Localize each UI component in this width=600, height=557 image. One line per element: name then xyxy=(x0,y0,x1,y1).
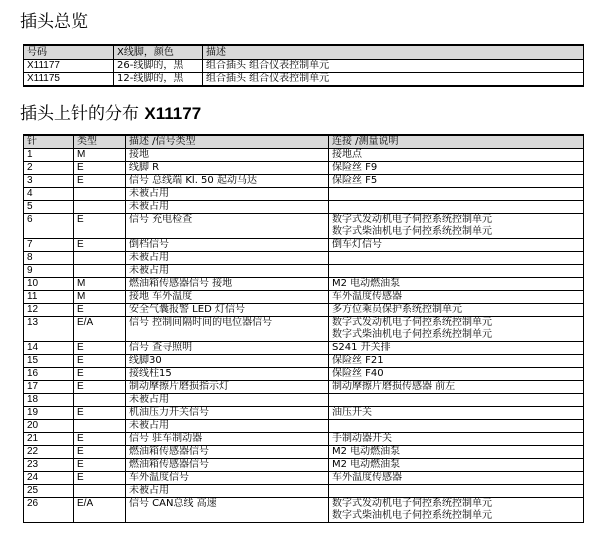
overview-table xyxy=(23,44,584,87)
pin-row xyxy=(24,459,584,472)
pin-cell-description: 机油压力开关信号 xyxy=(126,407,329,420)
pin-cell-number: 24 xyxy=(24,472,74,485)
pin-title-text: 插头上针的分布 xyxy=(20,104,139,124)
pin-row xyxy=(24,175,584,188)
pin-cell-type xyxy=(74,201,126,214)
overview-cell-number: X11175 xyxy=(24,73,114,87)
pin-cell-type xyxy=(74,394,126,407)
pin-cell-number: 10 xyxy=(24,278,74,291)
pin-cell-connection xyxy=(329,265,584,278)
pin-cell-type: E xyxy=(74,433,126,446)
pin-cell-type: M xyxy=(74,291,126,304)
pin-cell-connection: 手制动器开关 xyxy=(329,433,584,446)
pin-cell-number: 14 xyxy=(24,342,74,355)
pin-cell-type: E xyxy=(74,407,126,420)
pin-cell-number: 19 xyxy=(24,407,74,420)
pin-cell-connection xyxy=(329,252,584,265)
pin-header-pin: 针 xyxy=(24,135,74,149)
pin-cell-connection: 保险丝 F5 xyxy=(329,175,584,188)
overview-row xyxy=(24,60,584,73)
pin-row xyxy=(24,381,584,394)
pin-cell-type: M xyxy=(74,278,126,291)
pin-cell-type: E xyxy=(74,446,126,459)
pin-cell-description: 信号 充电检查 xyxy=(126,214,329,239)
pin-cell-description: 接线柱15 xyxy=(126,368,329,381)
pin-row xyxy=(24,394,584,407)
pin-row xyxy=(24,498,584,523)
overview-header-pins: X线脚，颜色 xyxy=(114,45,203,60)
overview-cell-description: 组合插头 组合仪表控制单元 xyxy=(203,60,584,73)
pin-cell-description: 安全气囊报警 LED 灯信号 xyxy=(126,304,329,317)
pin-cell-description: 未被占用 xyxy=(126,188,329,201)
pin-cell-connection: 数字式发动机电子伺控系统控制单元 数字式柴油机电子伺控系统控制单元 xyxy=(329,214,584,239)
pin-distribution-title xyxy=(20,104,201,124)
pin-row xyxy=(24,317,584,342)
pin-row xyxy=(24,278,584,291)
pin-cell-connection: M2 电动燃油泵 xyxy=(329,446,584,459)
pin-cell-description: 接地 xyxy=(126,149,329,162)
pin-cell-description: 线脚 R xyxy=(126,162,329,175)
pin-cell-type: M xyxy=(74,149,126,162)
pin-cell-connection xyxy=(329,188,584,201)
pin-cell-description: 未被占用 xyxy=(126,485,329,498)
overview-cell-pins: 26-线脚的，黑 xyxy=(114,60,203,73)
pin-row xyxy=(24,420,584,433)
overview-cell-pins: 12-线脚的，黑 xyxy=(114,73,203,87)
pin-cell-type: E xyxy=(74,355,126,368)
pin-cell-description: 信号 控制间隔时间的电位器信号 xyxy=(126,317,329,342)
pin-cell-type: E xyxy=(74,175,126,188)
pin-row xyxy=(24,407,584,420)
pin-cell-description: 燃油箱传感器信号 接地 xyxy=(126,278,329,291)
pin-cell-description: 信号 CAN总线 高速 xyxy=(126,498,329,523)
pin-cell-connection: 油压开关 xyxy=(329,407,584,420)
pin-cell-type: E xyxy=(74,459,126,472)
pin-row xyxy=(24,433,584,446)
pin-cell-connection: 接地点 xyxy=(329,149,584,162)
pin-cell-description: 燃油箱传感器信号 xyxy=(126,446,329,459)
pin-cell-type xyxy=(74,485,126,498)
pin-cell-number: 13 xyxy=(24,317,74,342)
pin-cell-connection: 制动摩擦片磨损传感器 前左 xyxy=(329,381,584,394)
pin-cell-number: 9 xyxy=(24,265,74,278)
pin-cell-description: 信号 总线端 Kl. 50 起动马达 xyxy=(126,175,329,188)
pin-cell-number: 6 xyxy=(24,214,74,239)
pin-row xyxy=(24,304,584,317)
pin-row xyxy=(24,368,584,381)
pin-cell-type: E xyxy=(74,381,126,394)
overview-header-row xyxy=(24,45,584,60)
pin-cell-number: 12 xyxy=(24,304,74,317)
pin-cell-type xyxy=(74,188,126,201)
pin-table xyxy=(23,134,584,523)
pin-row xyxy=(24,446,584,459)
pin-cell-number: 16 xyxy=(24,368,74,381)
pin-cell-description: 未被占用 xyxy=(126,252,329,265)
pin-cell-number: 15 xyxy=(24,355,74,368)
pin-header-type: 类型 xyxy=(74,135,126,149)
pin-cell-number: 1 xyxy=(24,149,74,162)
pin-table-body xyxy=(24,149,584,523)
pin-cell-description: 未被占用 xyxy=(126,265,329,278)
pin-row xyxy=(24,201,584,214)
pin-cell-type: E xyxy=(74,342,126,355)
overview-row xyxy=(24,73,584,87)
overview-cell-number: X11177 xyxy=(24,60,114,73)
pin-cell-connection: 车外温度传感器 xyxy=(329,472,584,485)
pin-cell-type xyxy=(74,420,126,433)
pin-cell-type: E/A xyxy=(74,317,126,342)
pin-cell-type: E xyxy=(74,239,126,252)
pin-row xyxy=(24,162,584,175)
pin-cell-number: 11 xyxy=(24,291,74,304)
pin-row xyxy=(24,485,584,498)
pin-cell-type: E xyxy=(74,368,126,381)
pin-cell-number: 8 xyxy=(24,252,74,265)
pin-cell-connection: 多方位乘员保护系统控制单元 xyxy=(329,304,584,317)
pin-cell-number: 2 xyxy=(24,162,74,175)
pin-cell-type xyxy=(74,252,126,265)
overview-header-number: 号码 xyxy=(24,45,114,60)
pin-cell-connection: M2 电动燃油泵 xyxy=(329,459,584,472)
pin-cell-description: 线脚30 xyxy=(126,355,329,368)
pin-cell-description: 未被占用 xyxy=(126,394,329,407)
pin-cell-connection: S241 开关排 xyxy=(329,342,584,355)
pin-cell-number: 26 xyxy=(24,498,74,523)
pin-cell-connection: 保险丝 F21 xyxy=(329,355,584,368)
pin-cell-connection: 车外温度传感器 xyxy=(329,291,584,304)
pin-header-connection: 连接 /测量说明 xyxy=(329,135,584,149)
pin-cell-description: 信号 查寻照明 xyxy=(126,342,329,355)
pin-row xyxy=(24,355,584,368)
pin-cell-connection xyxy=(329,201,584,214)
pin-row xyxy=(24,214,584,239)
pin-cell-number: 3 xyxy=(24,175,74,188)
pin-cell-description: 制动摩擦片磨损指示灯 xyxy=(126,381,329,394)
pin-cell-type: E xyxy=(74,304,126,317)
pin-cell-connection: 倒车灯信号 xyxy=(329,239,584,252)
pin-cell-connection xyxy=(329,394,584,407)
pin-cell-type: E/A xyxy=(74,498,126,523)
pin-cell-number: 5 xyxy=(24,201,74,214)
pin-cell-number: 25 xyxy=(24,485,74,498)
pin-cell-number: 18 xyxy=(24,394,74,407)
pin-cell-description: 未被占用 xyxy=(126,201,329,214)
pin-cell-connection xyxy=(329,420,584,433)
pin-row xyxy=(24,342,584,355)
overview-title: 插头总览 xyxy=(20,12,88,32)
pin-cell-type: E xyxy=(74,214,126,239)
pin-cell-description: 燃油箱传感器信号 xyxy=(126,459,329,472)
overview-cell-description: 组合插头 组合仪表控制单元 xyxy=(203,73,584,87)
pin-row xyxy=(24,291,584,304)
pin-cell-type: E xyxy=(74,472,126,485)
pin-cell-type: E xyxy=(74,162,126,175)
pin-row xyxy=(24,472,584,485)
pin-cell-description: 未被占用 xyxy=(126,420,329,433)
pin-title-code: X11177 xyxy=(144,104,202,123)
pin-cell-type xyxy=(74,265,126,278)
pin-cell-number: 17 xyxy=(24,381,74,394)
pin-row xyxy=(24,149,584,162)
pin-cell-description: 接地 车外温度 xyxy=(126,291,329,304)
pin-cell-number: 22 xyxy=(24,446,74,459)
pin-cell-description: 信号 驻车制动器 xyxy=(126,433,329,446)
pin-row xyxy=(24,265,584,278)
pin-cell-connection: M2 电动燃油泵 xyxy=(329,278,584,291)
pin-header-row xyxy=(24,135,584,149)
pin-cell-connection: 数字式发动机电子伺控系统控制单元 数字式柴油机电子伺控系统控制单元 xyxy=(329,498,584,523)
pin-cell-connection: 保险丝 F40 xyxy=(329,368,584,381)
pin-cell-number: 7 xyxy=(24,239,74,252)
pin-row xyxy=(24,239,584,252)
pin-row xyxy=(24,252,584,265)
pin-cell-connection xyxy=(329,485,584,498)
pin-cell-description: 倒档信号 xyxy=(126,239,329,252)
pin-cell-number: 21 xyxy=(24,433,74,446)
pin-cell-number: 23 xyxy=(24,459,74,472)
pin-cell-connection: 数字式发动机电子伺控系统控制单元 数字式柴油机电子伺控系统控制单元 xyxy=(329,317,584,342)
overview-header-description: 描述 xyxy=(203,45,584,60)
pin-cell-number: 4 xyxy=(24,188,74,201)
pin-row xyxy=(24,188,584,201)
pin-cell-number: 20 xyxy=(24,420,74,433)
pin-cell-description: 车外温度信号 xyxy=(126,472,329,485)
pin-header-description: 描述 /信号类型 xyxy=(126,135,329,149)
pin-cell-connection: 保险丝 F9 xyxy=(329,162,584,175)
